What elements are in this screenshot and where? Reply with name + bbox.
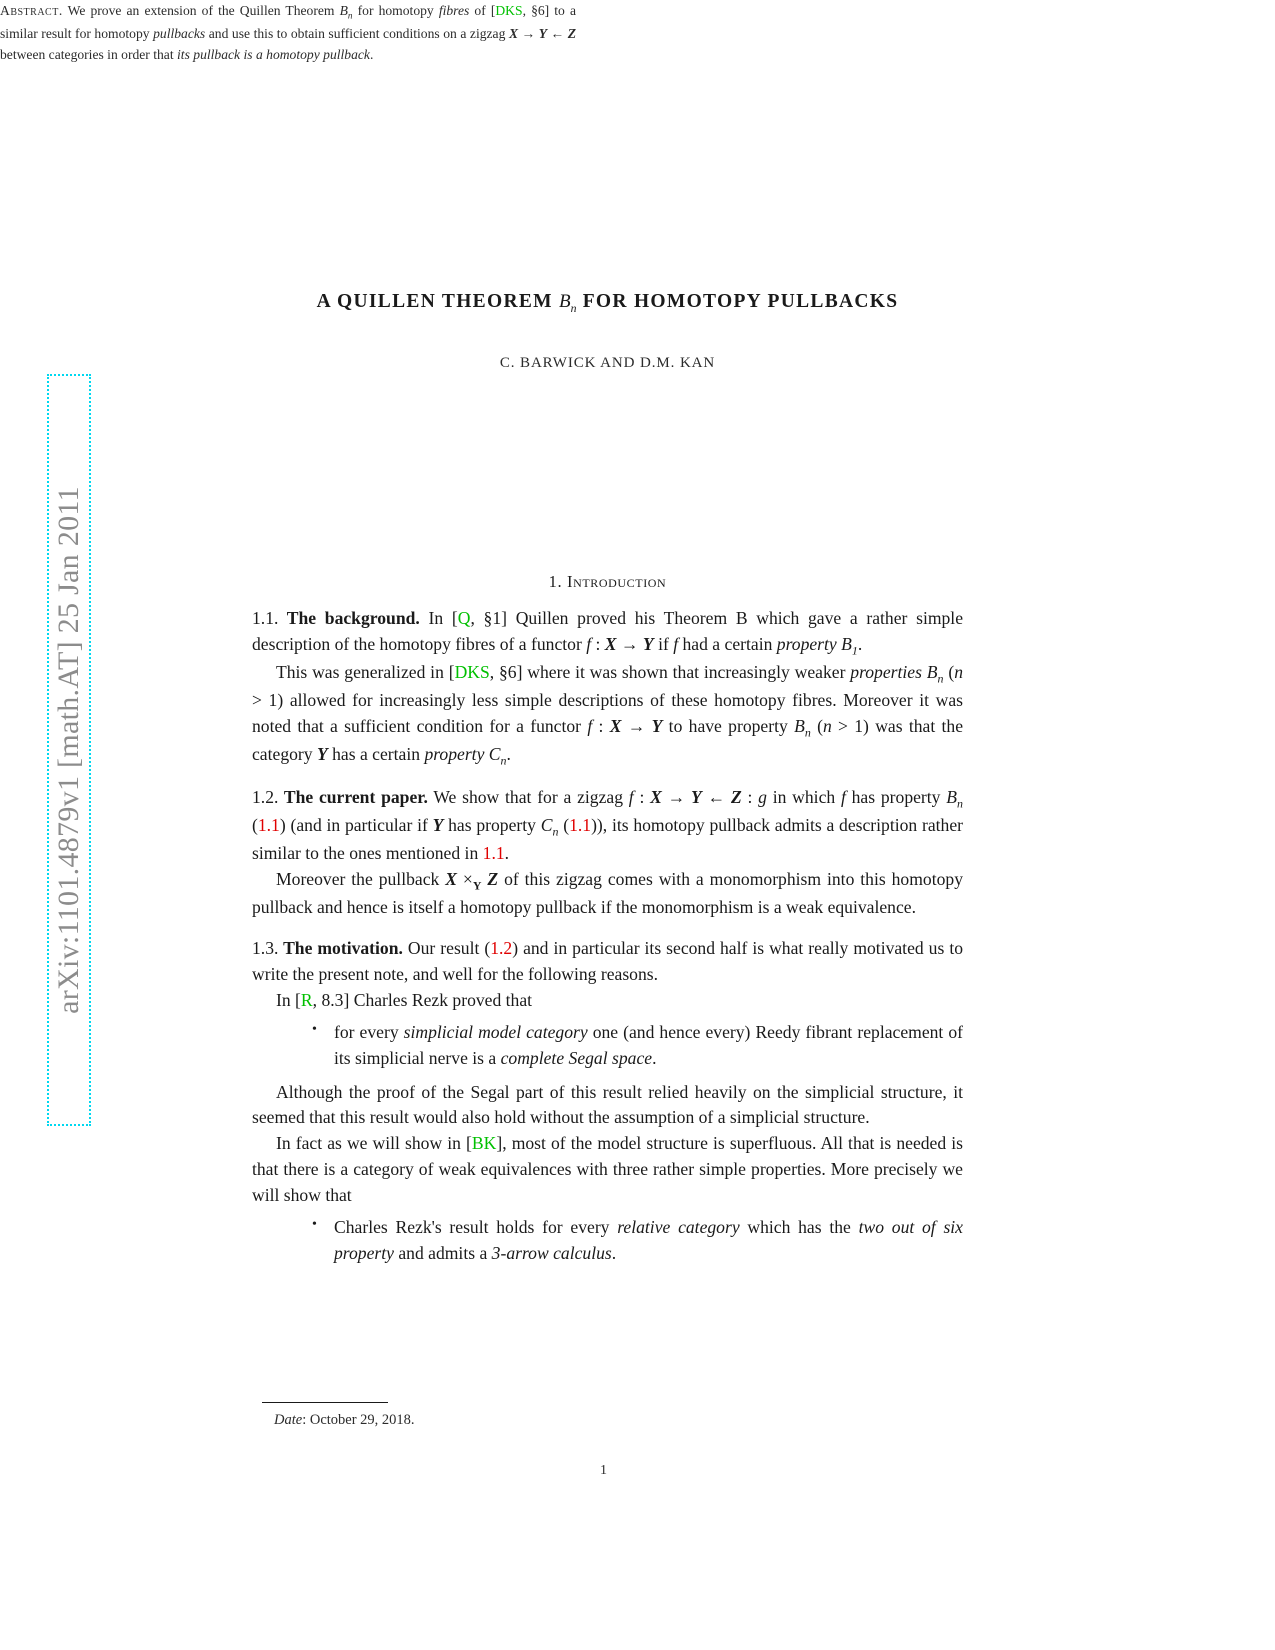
b2-text-4: . [611,1242,617,1263]
page-number: 1 [600,1463,607,1478]
pb-text-1: Moreover the pullback [276,869,446,890]
paragraph-1-1 [252,606,963,660]
pb-sub-y: Y [472,878,482,893]
section-number: 1. [548,572,563,591]
subsection-number-13: 1.3. [252,938,279,959]
s12-text-8: )), its homotopy pullback admits a description rather similar to the ones mentioned in [252,815,963,864]
footnote-rule [262,1402,388,1403]
dks-arrow: → [621,715,652,736]
dks-text-1: This was generalized in [ [276,661,455,682]
dks-math-y: Y [651,715,663,736]
s12-text-6: has property [443,815,541,836]
paragraph-dks [252,660,963,770]
abstract-block [0,0,576,66]
s12-colon-2: : [741,787,759,808]
b1-text-1: for every [334,1021,404,1042]
paragraph-rezk [252,988,963,1014]
pb-text-2: of this zigzag comes with a monomorphism into this homotopy pullback and hence is itself a homotopy pullback if the monomorphism is a weak equivalence. [252,869,963,918]
s12-arrow-right: → [661,787,692,808]
rezk-text-2: , 8.3] Charles Rezk proved that [312,989,533,1010]
dks-math-x: X [609,715,622,736]
dks-text-3: ( [943,661,955,682]
title-part-1: A QUILLEN THEOREM [316,291,560,312]
dks-italic-property-c: property $C_n$ [424,744,507,768]
b1-italic-2: complete Segal space [500,1047,653,1068]
pb-math-z: Z [481,869,499,890]
s11-math-x: X [604,633,617,654]
s12-math-bn: $B_n$ [946,787,963,811]
s11-arrow: → [616,633,643,654]
s12-math-x: X [650,787,662,808]
s11-math-y: Y [642,633,654,654]
pb-math-x: X [445,869,457,890]
s13-text-1: Our result ( [402,938,491,959]
s12-text-1: We show that for a zigzag [427,787,629,808]
subsection-head-13: The motivation. [278,938,403,959]
s11-text-4: if [653,633,674,654]
paragraph-1-2 [252,785,963,867]
abstract-math-y: Y [538,26,548,42]
abstract-heading: Abstract. [0,3,63,18]
abstract-math-b: $B_n$ [339,3,353,21]
title-part-2: FOR HOMOTOPY PULLBACKS [576,291,899,312]
s11-math-f2: f [673,633,679,654]
citation-link-r[interactable]: R [300,989,313,1010]
subsection-number-12: 1.2. [252,787,279,808]
s12-text-2: in which [766,787,841,808]
dks-text-9: has a certain [327,744,425,765]
abstract-text-6: between categories in order that [0,47,178,63]
footnote-date-value: : October 29, 2018. [302,1412,415,1428]
dks-text-10: . [506,744,511,765]
b2-italic-1: relative category [617,1216,740,1237]
dks-math-n2: n [822,715,832,736]
dks-text-6: to have property [662,715,795,736]
abstract-math-x: X [508,26,519,42]
subsection-head-11: The background. [278,608,420,628]
paragraph-although: Although the proof of the Segal part of this result relied heavily on the simplicial structure, it seemed that this result would also hold without the assumption of a simplicial structure. [252,1081,963,1128]
b1-text-2: one (and hence every) Reedy fibrant replacement of its simplicial nerve is a [334,1021,963,1068]
citation-link-bk[interactable]: BK [471,1133,497,1154]
footnote-date-label: Date [274,1412,303,1428]
dks-text-8: > 1) was that the category [252,715,964,765]
bk-text-2: ], most of the model structure is superfluous. All that is needed is that there is a category of weak equivalences with three rather simple properties. More precisely we will show that [252,1133,963,1205]
dks-math-n: n [954,661,963,682]
arxiv-stamp-text: arXiv:1101.4879v1 [math.AT] 25 Jan 2011 [52,486,85,1014]
paragraph-pullback [252,867,963,921]
body-text [252,606,963,1267]
citation-link-dks[interactable]: DKS [495,3,523,18]
abstract-text-4: , §6] to a similar result for homotopy [0,3,576,42]
s11-text-1: In [ [419,608,458,628]
abstract-text-2: for homotopy [352,3,439,18]
s12-math-f: f [628,787,634,808]
s12-math-y2: Y [432,815,444,836]
s12-math-g: g [758,787,767,808]
s12-math-z: Z [730,787,742,808]
s12-math-f2: f [840,787,846,808]
abstract-text-7: . [369,47,374,63]
footnote-date [274,1412,415,1429]
abstract-text-5: and use this to obtain sufficient conditions on a zigzag [205,26,509,42]
b2-text-1: Charles Rezk's result holds for every [334,1216,618,1237]
internal-ref-11-b[interactable]: 1.1 [569,815,592,836]
subsection-number-11: 1.1. [252,608,279,628]
s12-text-5: ) (and in particular if [279,815,433,836]
b1-text-3: . [652,1047,657,1068]
s12-colon-1: : [633,787,651,808]
s11-text-5: had a certain [678,633,777,654]
s12-text-3: has property [845,787,947,808]
s11-italic-property: property $B_1$ [776,633,858,658]
s11-text-2: , §1] Quillen proved his Theorem B which gave a rather simple description of the homotopy fibres of a functor [252,608,964,654]
bullet-list-2 [252,1215,963,1267]
dks-math-y2: Y [316,744,328,765]
arxiv-stamp [47,374,91,1126]
abstract-text-1: We prove an extension of the Quillen Theorem [62,3,340,18]
s12-math-y: Y [691,787,702,808]
s12-text-7: ( [558,815,570,836]
citation-link-q[interactable]: Q [457,608,471,628]
b2-italic-2: two out of six property [334,1216,963,1263]
list-item [312,1020,963,1072]
bk-text-1: In fact as we will show in [ [276,1133,472,1154]
page-title [252,290,963,316]
citation-link-dks-body[interactable]: DKS [454,661,490,682]
paragraph-bk [252,1131,963,1209]
s12-arrow-left: ← [701,787,731,808]
s11-colon-1: : [591,633,605,654]
dks-math-f: f [587,715,593,736]
internal-ref-12[interactable]: 1.2 [490,938,513,959]
section-heading-introduction [252,572,963,592]
subsection-head-12: The current paper. [278,787,428,808]
abstract-arrow-right: → [518,26,539,42]
dks-colon: : [592,715,610,736]
abstract-italic-conclusion: its pullback is a homotopy pullback [177,47,370,63]
abstract-arrow-left: ← [547,26,568,42]
bullet-list-1 [252,1020,963,1072]
s12-text-9: . [504,843,510,864]
internal-ref-11-a[interactable]: 1.1 [257,815,280,836]
b2-italic-3: 3-arrow calculus [491,1242,612,1263]
pb-times: × [456,869,473,890]
rezk-text-1: In [ [276,989,301,1010]
abstract-math-z: Z [567,26,577,42]
dks-text-4: > 1) allowed for increasingly less simple descriptions of these homotopy fibres. Moreover it was noted that a sufficient condition for a functor [252,690,963,736]
internal-ref-11-c[interactable]: 1.1 [482,843,505,864]
s12-text-4: ( [252,815,258,836]
abstract-text-3: of [ [469,3,496,18]
list-item [312,1215,963,1267]
paragraph-1-3 [252,936,963,988]
s11-math-f: f [586,633,592,654]
s12-math-cn: $C_n$ [540,815,559,839]
dks-italic-properties: properties $B_n$ [850,661,944,686]
section-name: Introduction [566,572,667,591]
b1-italic-1: simplicial model category [403,1021,588,1042]
dks-text-7: ( [810,715,823,736]
s13-text-2: ) and in particular its second half is what really motivated us to write the present note, and well for the following reasons. [252,938,963,985]
b2-text-3: and admits a [393,1242,492,1263]
abstract-italic-fibres: fibres [438,3,470,18]
dks-text-2: , §6] where it was shown that increasingly weaker [489,661,851,682]
s11-text-6: . [857,633,863,654]
b2-text-2: which has the [739,1216,859,1237]
authors-line: C. BARWICK AND D.M. KAN [499,355,716,371]
dks-math-bn: $B_n$ [794,715,811,740]
abstract-italic-pullbacks: pullbacks [153,26,206,42]
title-math-symbol: $B_n$ [559,291,577,315]
